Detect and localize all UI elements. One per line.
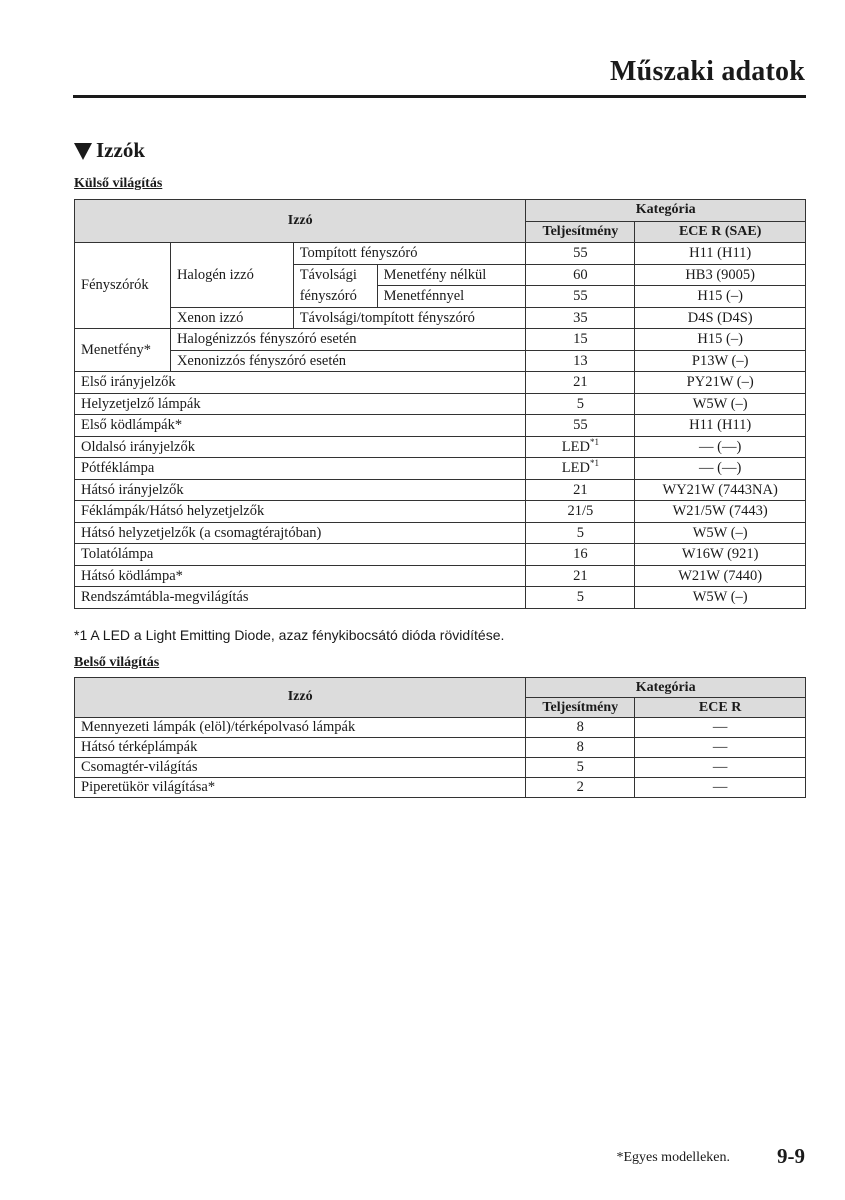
bulb-ece: W5W (–) [635, 393, 806, 415]
interior-bulb-table [74, 677, 806, 798]
bulb-ece: H11 (H11) [635, 415, 806, 437]
high-beam-wattage-2: 55 [526, 286, 635, 308]
footnote: *1 A LED a Light Emitting Diode, azaz fénykibocsátó dióda rövidítése. [74, 627, 505, 643]
drl-xenon-ece: P13W (–) [635, 350, 806, 372]
bulb-name: Hátsó ködlámpa* [75, 565, 526, 587]
table-row [75, 501, 806, 523]
bulb-ece: WY21W (7443NA) [635, 479, 806, 501]
bulb-ece: PY21W (–) [635, 372, 806, 394]
without-drl-label: Menetfény nélkül [377, 264, 526, 286]
bulb-name: Tolatólámpa [75, 544, 526, 566]
bulb-ece: — [635, 758, 806, 778]
table-row [75, 718, 806, 738]
bulb-name: Hátsó helyzetjelzők (a csomagtérajtóban) [75, 522, 526, 544]
table-row [75, 372, 806, 394]
with-drl-label: Menetfénnyel [377, 286, 526, 308]
bulb-wattage: 5 [526, 758, 635, 778]
section-heading-text: Izzók [96, 138, 145, 162]
bulb-ece: — [635, 718, 806, 738]
table-row [75, 436, 806, 458]
table-row [75, 479, 806, 501]
bulb-ece: W16W (921) [635, 544, 806, 566]
bulb-ece: — (—) [635, 458, 806, 480]
bulb-name: Csomagtér-világítás [75, 758, 526, 778]
bulb-name: Féklámpák/Hátsó helyzetjelzők [75, 501, 526, 523]
table-row [75, 544, 806, 566]
bulb-wattage: 16 [526, 544, 635, 566]
bulb-wattage: 21 [526, 372, 635, 394]
bulb-name: Hátsó irányjelzők [75, 479, 526, 501]
table-row [75, 522, 806, 544]
bulb-ece: — [635, 778, 806, 798]
high-beam-ece-2: H15 (–) [635, 286, 806, 308]
table-row [75, 393, 806, 415]
high-beam-wattage-1: 60 [526, 264, 635, 286]
bulb-ece: — [635, 738, 806, 758]
group-headlights: Fényszórók [75, 243, 171, 329]
bulb-name: Első ködlámpák* [75, 415, 526, 437]
low-beam-label: Tompított fényszóró [293, 243, 526, 265]
bulb-name: Hátsó térképlámpák [75, 738, 526, 758]
section-heading [74, 138, 145, 163]
bulb-name: Mennyezeti lámpák (elöl)/térképolvasó lámpák [75, 718, 526, 738]
bulb-wattage: 5 [526, 522, 635, 544]
xenon-label: Xenon izzó [170, 307, 293, 329]
high-beam-ece-1: HB3 (9005) [635, 264, 806, 286]
bulb-wattage: 21/5 [526, 501, 635, 523]
bulb-name: Rendszámtábla-megvilágítás [75, 587, 526, 609]
header-ece: ECE R [635, 698, 806, 718]
header-wattage: Teljesítmény [526, 698, 635, 718]
bulb-ece: W21/5W (7443) [635, 501, 806, 523]
table-row [75, 758, 806, 778]
header-bulb: Izzó [75, 678, 526, 718]
group-drl: Menetfény* [75, 329, 171, 372]
bulb-name: Pótféklámpa [75, 458, 526, 480]
table-row [75, 458, 806, 480]
bulb-wattage: 8 [526, 738, 635, 758]
bulb-name: Helyzetjelző lámpák [75, 393, 526, 415]
table-row [75, 565, 806, 587]
bulb-wattage: 21 [526, 565, 635, 587]
page-number: 9-9 [777, 1144, 805, 1168]
bulb-name: Oldalsó irányjelzők [75, 436, 526, 458]
bulb-ece: W5W (–) [635, 522, 806, 544]
header-bulb: Izzó [75, 200, 526, 243]
xenon-ece: D4S (D4S) [635, 307, 806, 329]
high-low-label: Távolsági/tompított fényszóró [293, 307, 526, 329]
high-beam-label: Távolsági fényszóró [293, 264, 377, 307]
exterior-heading: Külső világítás [74, 176, 163, 191]
bulb-wattage: 8 [526, 718, 635, 738]
bulb-ece: W5W (–) [635, 587, 806, 609]
bulb-ece: W21W (7440) [635, 565, 806, 587]
drl-xenon-label: Xenonizzós fényszóró esetén [170, 350, 525, 372]
drl-xenon-wattage: 13 [526, 350, 635, 372]
bulb-ece: — (—) [635, 436, 806, 458]
xenon-wattage: 35 [526, 307, 635, 329]
header-wattage: Teljesítmény [526, 221, 635, 243]
bulb-wattage: 5 [526, 587, 635, 609]
bulb-wattage: LED$^{*1}$ [526, 458, 635, 480]
title-rule [73, 95, 806, 98]
header-category: Kategória [526, 678, 806, 698]
table-row [75, 587, 806, 609]
low-beam-ece: H11 (H11) [635, 243, 806, 265]
bulb-wattage: 2 [526, 778, 635, 798]
bulb-wattage: 5 [526, 393, 635, 415]
page-title: Műszaki adatok [610, 56, 805, 87]
triangle-down-icon [74, 143, 92, 160]
bulb-wattage: LED$^{*1}$ [526, 436, 635, 458]
exterior-bulb-table [74, 199, 806, 609]
table-row [75, 415, 806, 437]
low-beam-wattage: 55 [526, 243, 635, 265]
bulb-name: Első irányjelzők [75, 372, 526, 394]
drl-halogen-wattage: 15 [526, 329, 635, 351]
drl-halogen-ece: H15 (–) [635, 329, 806, 351]
table-row [75, 738, 806, 758]
header-ece: ECE R (SAE) [635, 221, 806, 243]
footer-note: *Egyes modelleken. [616, 1150, 730, 1165]
bulb-wattage: 55 [526, 415, 635, 437]
bulb-wattage: 21 [526, 479, 635, 501]
header-category: Kategória [526, 200, 806, 222]
interior-heading: Belső világítás [74, 655, 160, 670]
bulb-name: Piperetükör világítása* [75, 778, 526, 798]
table-row [75, 778, 806, 798]
drl-halogen-label: Halogénizzós fényszóró esetén [170, 329, 525, 351]
halogen-label: Halogén izzó [170, 243, 293, 308]
